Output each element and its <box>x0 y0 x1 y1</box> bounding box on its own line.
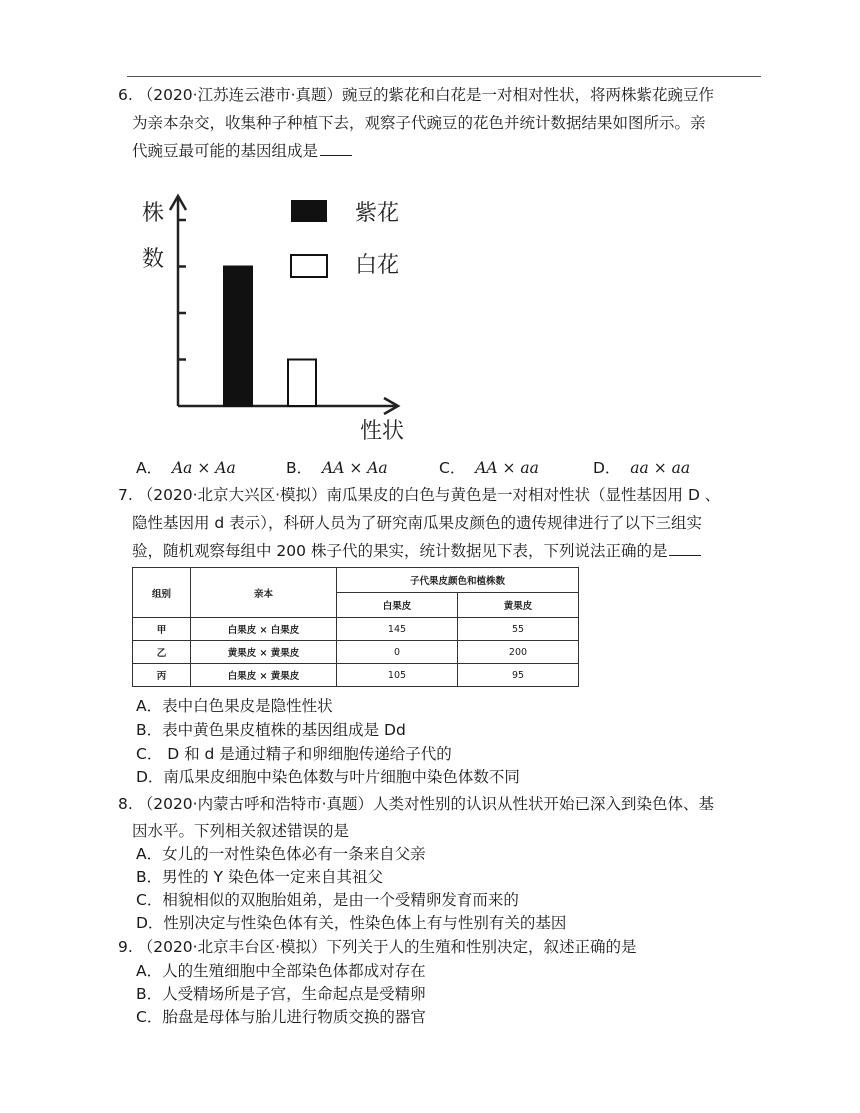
legend-label-purple: 紫花 <box>355 201 400 226</box>
q8-option-d[interactable]: D．性别决定与性染色体有关，性染色体上有与性别有关的基因 <box>136 914 567 932</box>
th-group: 组别 <box>133 568 191 618</box>
cell-parent: 黄果皮 × 黄果皮 <box>191 641 337 664</box>
table-row <box>133 664 579 687</box>
y-axis-label-2: 数 <box>142 247 165 272</box>
legend-label-white: 白花 <box>355 253 400 278</box>
cell-group: 乙 <box>133 641 191 664</box>
cell-group: 甲 <box>133 618 191 641</box>
option-expr: AA × Aa <box>322 459 388 477</box>
cell-parent: 白果皮 × 白果皮 <box>191 618 337 641</box>
cell-white: 105 <box>337 664 458 687</box>
option-letter: D． <box>593 459 621 477</box>
legend-swatch-purple <box>291 200 327 222</box>
q6-option-a[interactable] <box>136 457 236 479</box>
table-row <box>133 641 579 664</box>
q7-option-c[interactable]: C． D 和 d 是通过精子和卵细胞传递给子代的 <box>136 745 452 763</box>
x-axis-label: 性状 <box>360 419 405 440</box>
cell-white: 0 <box>337 641 458 664</box>
bar-white-flower <box>288 360 316 407</box>
y-axis-label-1: 株 <box>142 201 165 226</box>
cell-yellow: 200 <box>458 641 579 664</box>
cell-yellow: 95 <box>458 664 579 687</box>
cell-group: 丙 <box>133 664 191 687</box>
option-expr: aa × aa <box>630 459 691 477</box>
q7-line-3 <box>132 540 701 562</box>
q9-option-a[interactable]: A．人的生殖细胞中全部染色体都成对存在 <box>136 962 426 980</box>
q7-line-1: 7. （2020·北京大兴区·模拟）南瓜果皮的白色与黄色是一对相对性状（显性基因用 D 、 <box>118 486 721 504</box>
header-rule <box>127 76 761 77</box>
q7-option-b[interactable]: B．表中黄色果皮植株的基因组成是 Dd <box>136 721 406 739</box>
q7-option-a[interactable]: A．表中白色果皮是隐性性状 <box>136 697 333 715</box>
q9-option-c[interactable]: C．胎盘是母体与胎儿进行物质交换的器官 <box>136 1008 426 1026</box>
q9-line-1: 9. （2020·北京丰台区·模拟）下列关于人的生殖和性别决定，叙述正确的是 <box>118 938 637 956</box>
q6-option-c[interactable] <box>439 457 539 479</box>
answer-blank <box>320 140 352 156</box>
q9-option-b[interactable]: B．人受精场所是子宫，生命起点是受精卵 <box>136 985 426 1003</box>
bar-purple-flower <box>224 267 252 407</box>
q6-option-b[interactable] <box>286 457 388 479</box>
cell-parent: 白果皮 × 黄果皮 <box>191 664 337 687</box>
th-offspring: 子代果皮颜色和植株数 <box>337 568 579 593</box>
table-row <box>133 618 579 641</box>
option-letter: B． <box>286 459 313 477</box>
th-white: 白果皮 <box>337 593 458 618</box>
q6-options <box>136 457 756 479</box>
bar-chart <box>128 180 418 440</box>
q6-line-1: 6. （2020·江苏连云港市·真题）豌豆的紫花和白花是一对相对性状，将两株紫花豌豆作 <box>118 86 715 104</box>
q8-option-b[interactable]: B．男性的 Y 染色体一定来自其祖父 <box>136 868 383 886</box>
q7-line-3-text: 验，随机观察每组中 200 株子代的果实，统计数据见下表，下列说法正确的是 <box>132 542 668 560</box>
option-letter: A． <box>136 459 163 477</box>
q6-line-3 <box>132 140 352 162</box>
answer-blank <box>669 540 701 556</box>
data-table <box>132 567 579 687</box>
option-letter: C． <box>439 459 466 477</box>
q6-line-3-text: 代豌豆最可能的基因组成是 <box>132 142 319 160</box>
cell-yellow: 55 <box>458 618 579 641</box>
q8-option-c[interactable]: C．相貌相似的双胞胎姐弟，是由一个受精卵发育而来的 <box>136 891 519 909</box>
legend-swatch-white <box>291 255 327 277</box>
cell-white: 145 <box>337 618 458 641</box>
q6-option-d[interactable] <box>593 457 690 479</box>
q8-line-1: 8. （2020·内蒙古呼和浩特市·真题）人类对性别的认识从性状开始已深入到染色体、基 <box>118 795 715 813</box>
option-expr: Aa × Aa <box>171 459 236 477</box>
q8-option-a[interactable]: A．女儿的一对性染色体必有一条来自父亲 <box>136 845 426 863</box>
th-parent: 亲本 <box>191 568 337 618</box>
th-yellow: 黄果皮 <box>458 593 579 618</box>
q8-line-2: 因水平。下列相关叙述错误的是 <box>132 822 350 840</box>
q7-line-2: 隐性基因用 d 表示），科研人员为了研究南瓜果皮颜色的遗传规律进行了以下三组实 <box>132 514 702 532</box>
option-expr: AA × aa <box>475 459 539 477</box>
q7-option-d[interactable]: D．南瓜果皮细胞中染色体数与叶片细胞中染色体数不同 <box>136 768 520 786</box>
q6-line-2: 为亲本杂交，收集种子种植下去，观察子代豌豆的花色并统计数据结果如图所示。亲 <box>132 114 706 132</box>
